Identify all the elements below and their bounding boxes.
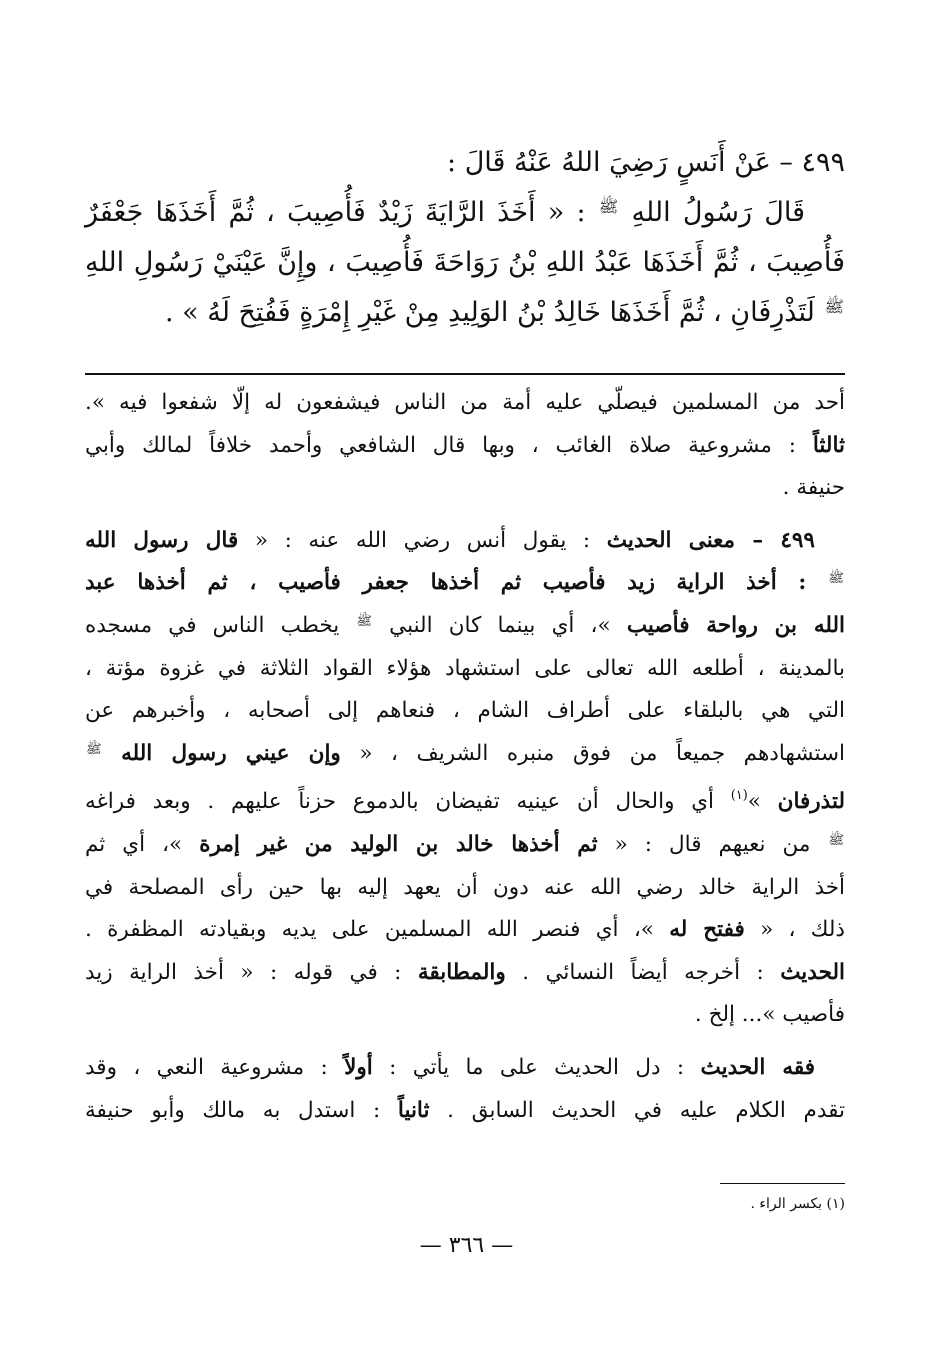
footnote: (١) بكسر الراء . [750,1196,845,1212]
commentary-text: تقدم الكلام عليه في الحديث السابق . [447,1097,845,1123]
commentary-text: : في قوله : « أخذ الراية زيد [85,959,402,985]
salawat-icon: ﷺ [828,832,845,848]
hadith-phrase: « أَخَذَ الرَّايَةَ زَيْدٌ فَأُصِيبَ ، ثُمَّ أَخَذَهَا جَعْفَرٌ [85,197,565,228]
salawat-icon: ﷺ [598,197,619,217]
salawat-icon: ﷺ [86,741,102,757]
point-label: أولاً [344,1054,373,1080]
hadith-phrase: لَتَذْرِفَانِ ، ثُمَّ أَخَذَهَا خَالِدُ بْنُ الوَلِيدِ مِنْ غَيْرِ إِمْرَةٍ فَفُتِحَ لَهُ » . [164,297,815,328]
hadith-phrase: قَالَ رَسُولُ اللهِ [631,197,806,228]
commentary-line [85,1090,845,1133]
hadith-line: قَالَ رَسُولُ اللهِ ﷺ : « أَخَذَ الرَّايَةَ زَيْدٌ فَأُصِيبَ ، ثُمَّ أَخَذَهَا جَعْفَرٌ [85,197,806,228]
section-heading: فقه الحديث [700,1054,815,1080]
commentary-line [85,733,845,776]
salawat-icon: ﷺ [828,571,844,587]
hadith-text [85,138,845,338]
commentary-line [85,520,845,563]
commentary-text: » [747,789,761,815]
page-number: — ٣٦٦ — [419,1233,514,1258]
hadith-quote: وإن عيني رسول الله [121,740,341,766]
commentary-text: »، أي فنصر الله المسلمين على يديه وبقيادته المظفرة . [85,917,654,943]
commentary-line [85,425,845,468]
commentary-text: : أخرجه أيضاً النسائي . [522,959,764,985]
commentary-text: : استدل به مالك وأبو حنيفة [85,1097,381,1123]
hadith-quote: قال رسول الله [85,527,239,553]
point-label: ثانياً [397,1097,430,1123]
hadith-line: فَأُصِيبَ ، ثُمَّ أَخَذَهَا عَبْدُ اللهِ بْنُ رَوَاحَةَ فَأُصِيبَ ، وإِنَّ عَيْنَيْ رَسُولِ اللهِ [85,247,845,278]
footnote-reference: (١) [730,788,748,804]
commentary-line [85,824,845,867]
commentary-text: : يقول أنس رضي الله عنه : « [254,527,591,553]
commentary-text: »، أي بينما كان النبي [389,612,611,638]
commentary-text: : مشروعية النعي ، وقد [85,1054,328,1080]
commentary-text: يخطب الناس في مسجده [85,612,340,638]
salawat-icon: ﷺ [356,613,372,629]
commentary-line [85,909,845,952]
hadith-quote: : أخذ الراية زيد فأصيب ثم أخذها جعفر فأصيب ، ثم أخذها عبد [85,570,807,596]
hadith-quote: ثم أخذها خالد بن الوليد من غير إمرة [199,831,598,857]
separator-line [85,373,845,375]
commentary-text: : دل الحديث على ما يأتي : [389,1054,685,1080]
hadith-quote: الله بن رواحة فأصيب [626,612,846,638]
hadith-quote: ففتح له [669,917,745,943]
salawat-icon: ﷺ [824,297,844,317]
section-heading: ٤٩٩ – معنى الحديث [606,527,815,553]
commentary-line: أحد من المسلمين فيصلّي عليه أمة من الناس فيشفعون له إلّا شفعوا فيه ». [85,390,845,415]
commentary-text: : مشروعية صلاة الغائب ، وبها قال الشافعي وأحمد خلافاً لمالك وأبي [85,432,797,458]
commentary-text: »، أي ثم [85,831,183,857]
point-label: والمطابقة [417,959,506,985]
commentary-line: التي هي بالبلقاء على أطراف الشام ، فنعاهم إلى أصحابه ، وأخبرهم عن [85,698,845,724]
point-label: الحديث [780,959,845,985]
commentary-line [85,952,845,995]
commentary-line: فأصيب »... إلخ . [694,1002,845,1028]
commentary-line [85,1047,845,1090]
commentary-line: بالمدينة ، أطلعه الله تعالى على استشهاد هؤلاء القواد الثلاثة في غزوة مؤتة ، [85,655,845,681]
commentary-text: أي والحال أن عينيه تفيضان بالدموع حزناً عليهم . وبعد فراغه [85,789,715,815]
commentary-line: حنيفة . [782,475,845,501]
commentary-text: ذلك ، « [760,917,845,943]
hadith-line [85,288,845,338]
commentary-text: استشهادهم جميعاً من فوق منبره الشريف ، « [359,740,845,766]
point-label: ثالثاً [812,432,845,458]
hadith-heading: ٤٩٩ – عَنْ أَنَسٍ رَضِيَ اللهُ عَنْهُ قَالَ : [447,147,845,178]
commentary-line [85,775,845,824]
footnote-separator [720,1183,845,1184]
commentary-line: أخذ الراية خالد رضي الله عنه دون أن يعهد إليه بها حين رأى المصلحة في [85,874,845,900]
commentary-line [85,605,845,648]
commentary [85,382,845,1132]
commentary-line [85,562,845,605]
hadith-quote: لتذرفان [777,789,845,815]
commentary-text: من نعيهم قال : « [614,831,811,857]
